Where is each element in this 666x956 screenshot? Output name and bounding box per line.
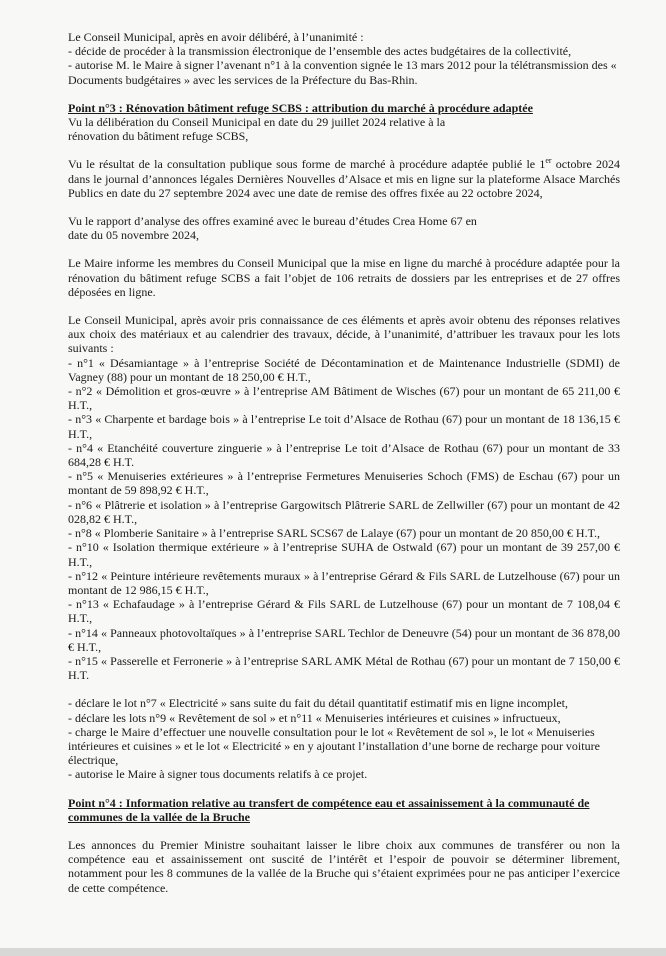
lot-item: - n°13 « Echafaudage » à l’entreprise Gérard & Fils SARL de Lutzelhouse (67) pour un montant de 7 108,04 € H.T., [68, 597, 620, 626]
lot-item: - n°1 « Désamiantage » à l’entreprise Société de Décontamination et de Maintenance Industrielle (SDMI) de Vagney (88) pour un montant de 18 250,00 € H.T., [68, 355, 620, 384]
point3-lots-decision [68, 313, 620, 682]
point3-vu1 [68, 115, 620, 143]
lot-item: - n°4 « Etanchéité couverture zinguerie » à l’entreprise Le toit d’Alsace de Rothau (67) pour un montant de 33 684,28 € H.T. [68, 440, 620, 470]
point4-section [68, 796, 620, 895]
vu1-line-1: Vu la délibération du Conseil Municipal en date du 29 juillet 2024 relative à la [68, 115, 446, 130]
lot-item: - n°3 « Charpente et bardage bois » à l’entreprise Le toit d’Alsace de Rothau (67) pour un montant de 18 136,15 € H.T., [68, 412, 620, 441]
decision-item: - autorise le Maire à signer tous documents relatifs à ce projet. [68, 767, 368, 782]
point3-vu2 [68, 157, 620, 200]
intro-line-3: - autorise M. le Maire à signer l’avenant n°1 à la convention signée le 13 mars 2012 pour la télétransmission des « Documents budgétaires » avec les services de la Préfecture du Bas-Rhin. [68, 58, 617, 87]
vu2-text-b: octobre 2024 dans le journal d’annonces légales Dernières Nouvelles d’Alsace et mis en ligne sur la plateforme Alsace Marchés Publics en date du 27 septembre 2024 avec une date de remise des offres fixée au 22 octobre 2024, [68, 157, 621, 200]
point3-heading: Point n°3 : Rénovation bâtiment refuge SCBS : attribution du marché à procédure adaptée [68, 100, 533, 115]
vu3-line-2: date du 05 novembre 2024, [68, 228, 199, 243]
point3-info: Le Maire informe les membres du Conseil Municipal que la mise en ligne du marché à procédure adaptée pour la rénovation du bâtiment refuge SCBS a fait l’objet de 106 retraits de dossiers par les entreprises et de 27 offres déposées en ligne. [68, 256, 620, 299]
decision-item: - charge le Maire d’effectuer une nouvelle consultation pour le lot « Revêtement de sol », le lot « Menuiseries intérieures et cuisines » et le lot « Electricité » en y ajoutant l’installation d’une borne de recharge pour voiture électrique, [68, 724, 600, 768]
intro-line-1: Le Conseil Municipal, après en avoir délibéré, à l’unanimité : [68, 30, 364, 44]
point3-section [68, 101, 620, 782]
lot-item: - n°15 « Passerelle et Ferronerie » à l’entreprise SARL AMK Métal de Rothau (67) pour un montant de 7 150,00 € H.T. [68, 653, 620, 683]
lot-item: - n°6 « Plâtrerie et isolation » à l’entreprise Gargowitsch Plâtrerie SARL de Zellwiller (67) pour un montant de 42 028,82 € H.T., [68, 497, 620, 526]
lot-item: - n°5 « Menuiseries extérieures » à l’entreprise Fermetures Menuiseries Schoch (FMS) de Eschau (67) pour un montant de 59 898,92 € H.T., [68, 469, 620, 498]
lot-item: - n°2 « Démolition et gros-œuvre » à l’entreprise AM Bâtiment de Wisches (67) pour un montant de 65 211,00 € H.T., [68, 384, 620, 413]
page-bottom-edge [0, 948, 666, 956]
decision-intro: Le Conseil Municipal, après avoir pris connaissance de ces éléments et après avoir obtenu des réponses relatives aux choix des matériaux et au calendrier des travaux, décide, à l’unanimité, d’attribuer les travaux pour les lots suivants : [68, 313, 620, 356]
lot-item: - n°14 « Panneaux photovoltaïques » à l’entreprise SARL Techlor de Deneuvre (54) pour un montant de 36 878,00 € H.T., [68, 625, 620, 654]
lot-item: - n°8 « Plomberie Sanitaire » à l’entreprise SARL SCS67 de Lalaye (67) pour un montant de 20 850,00 € H.T., [68, 526, 601, 541]
intro-section [68, 30, 620, 87]
lot-item: - n°10 « Isolation thermique extérieure » à l’entreprise SUHA de Ostwald (67) pour un montant de 39 257,00 € H.T., [68, 540, 620, 569]
intro-line-2: - décide de procéder à la transmission électronique de l’ensemble des actes budgétaires de la collectivité, [68, 44, 572, 59]
point3-other-decisions [68, 696, 620, 781]
point4-heading: Point n°4 : Information relative au transfert de compétence eau et assainissement à la communauté de communes de la vallée de la Bruche [68, 795, 590, 824]
point3-vu3 [68, 214, 620, 242]
vu2-text-a: Vu le résultat de la consultation publique sous forme de marché à procédure adaptée publié le 1 [68, 157, 546, 172]
lot-item: - n°12 « Peinture intérieure revêtements muraux » à l’entreprise Gérard & Fils SARL de Lutzelhouse (67) pour un montant de 12 986,15 € H.T., [68, 568, 620, 597]
decision-item: - déclare les lots n°9 « Revêtement de sol » et n°11 « Menuiseries intérieures et cuisines » infructueux, [68, 710, 561, 725]
decision-item: - déclare le lot n°7 « Electricité » sans suite du fait du détail quantitatif estimatif mis en ligne incomplet, [68, 696, 568, 711]
point4-body: Les annonces du Premier Ministre souhaitant laisser le libre choix aux communes de transférer ou non la compétence eau et assainissement ont suscité de l’intérêt et l’espoir de pouvoir se déterminer librement, notamment pour les 8 communes de la vallée de la Bruche qui s’étaient exprimées pour ne pas anticiper l’exercice de cette compétence. [68, 837, 620, 895]
vu2-superscript: er [545, 156, 552, 166]
vu1-line-2: rénovation du bâtiment refuge SCBS, [68, 129, 249, 144]
vu3-line-1: Vu le rapport d’analyse des offres examiné avec le bureau d’études Crea Home 67 en [68, 214, 477, 229]
